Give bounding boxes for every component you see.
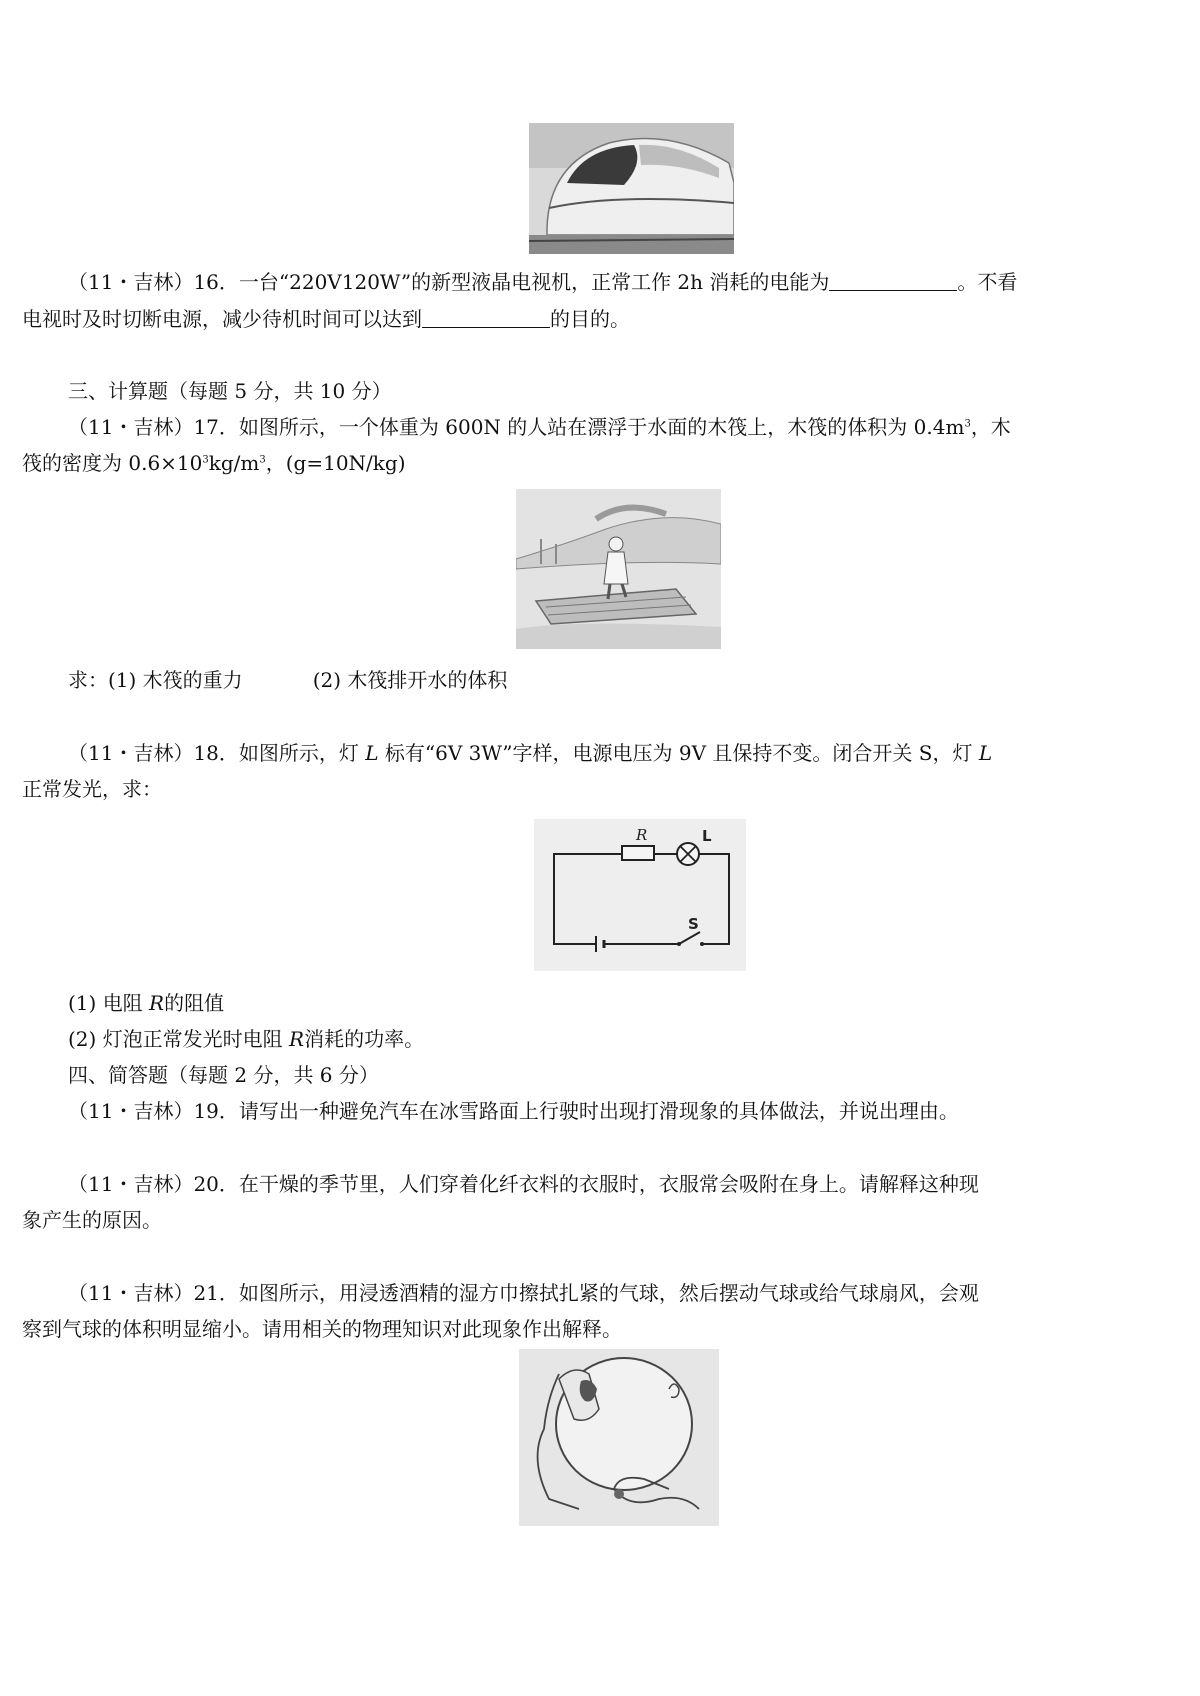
q18-text: 正常发光，求： — [22, 777, 162, 801]
q18-ask-text: 消耗的功率。 — [304, 1027, 425, 1051]
q17-text: ，木 — [970, 415, 1011, 439]
q20-tag: （11・吉林）20． — [68, 1172, 239, 1196]
q18-line-1 — [68, 739, 1200, 767]
q21-text: 察到气球的体积明显缩小。请用相关的物理知识对此现象作出解释。 — [22, 1317, 622, 1341]
superscript: 3 — [964, 418, 971, 430]
q18-ask-text: 的阻值 — [164, 991, 225, 1015]
answer-blank[interactable] — [422, 307, 550, 328]
q18-text: 标有“6V 3W”字样，电源电压为 9V 且保持不变。闭合开关 S，灯 — [378, 741, 979, 765]
q16-line-1 — [68, 268, 1200, 296]
q18-tag: （11・吉林）18． — [68, 741, 239, 765]
q17-ask — [68, 666, 1200, 694]
q17-tag: （11・吉林）17． — [68, 415, 239, 439]
q18-ask-2 — [68, 1025, 1200, 1053]
q17-text: ，(g=10N/kg) — [265, 451, 406, 475]
q16-text: 一台“220V120W”的新型液晶电视机，正常工作 2h 消耗的电能为 — [238, 270, 830, 294]
raft-figure — [516, 489, 721, 649]
superscript: 3 — [202, 454, 209, 466]
section4-heading: 四、简答题（每题 2 分，共 6 分） — [68, 1063, 379, 1087]
q16-text: 的目的。 — [550, 307, 630, 331]
resistor-symbol: R — [149, 991, 165, 1015]
q17-line-2 — [22, 449, 1172, 477]
q18-line-2 — [22, 775, 1172, 803]
q21-tag: （11・吉林）21． — [68, 1281, 239, 1305]
q18-ask-text: (1) 电阻 — [68, 991, 150, 1015]
q17-ask-1: 求：(1) 木筏的重力 — [68, 668, 243, 692]
resistor-symbol: R — [289, 1027, 305, 1051]
q17-text: 筏的密度为 0.6×10 — [22, 451, 203, 475]
balloon-figure — [519, 1349, 719, 1526]
q21-line-1 — [68, 1279, 1200, 1307]
q19-line-1 — [68, 1097, 1200, 1125]
q16-text: 电视时及时切断电源，减少待机时间可以达到 — [22, 307, 422, 331]
q20-line-2 — [22, 1206, 1172, 1234]
q17-text: 如图所示，一个体重为 600N 的人站在漂浮于水面的木筏上，木筏的体积为 0.4m — [238, 415, 965, 439]
q18-text: 如图所示，灯 — [238, 741, 366, 765]
q16-tag: （11・吉林）16． — [68, 270, 239, 294]
q19-tag: （11・吉林）19． — [68, 1099, 239, 1123]
q18-ask-1 — [68, 989, 1200, 1017]
answer-blank[interactable] — [829, 270, 957, 291]
circuit-label-S: S — [688, 915, 699, 933]
q19-text: 请写出一种避免汽车在冰雪路面上行驶时出现打滑现象的具体做法，并说出理由。 — [238, 1099, 959, 1123]
q20-text: 象产生的原因。 — [22, 1208, 162, 1232]
q20-text: 在干燥的季节里，人们穿着化纤衣料的衣服时，衣服常会吸附在身上。请解释这种现 — [238, 1172, 979, 1196]
circuit-label-L: L — [702, 827, 712, 845]
section3-heading: 三、计算题（每题 5 分，共 10 分） — [68, 379, 392, 403]
q20-line-1 — [68, 1170, 1200, 1198]
q17-line-1 — [68, 413, 1200, 441]
superscript: 3 — [259, 454, 266, 466]
train-figure — [529, 123, 734, 254]
lamp-symbol: L — [978, 741, 993, 765]
lamp-symbol: L — [365, 741, 379, 765]
q16-line-2 — [22, 305, 1172, 333]
circuit-figure — [534, 819, 746, 971]
q16-text: 。不看 — [957, 270, 1018, 294]
circuit-label-R: R — [636, 826, 648, 844]
q21-line-2 — [22, 1315, 1172, 1343]
q18-ask-text: (2) 灯泡正常发光时电阻 — [68, 1027, 290, 1051]
q17-text: kg/m — [208, 451, 260, 475]
q21-text: 如图所示，用浸透酒精的湿方巾擦拭扎紧的气球，然后摆动气球或给气球扇风，会观 — [238, 1281, 979, 1305]
q17-ask-2: (2) 木筏排开水的体积 — [312, 668, 508, 692]
